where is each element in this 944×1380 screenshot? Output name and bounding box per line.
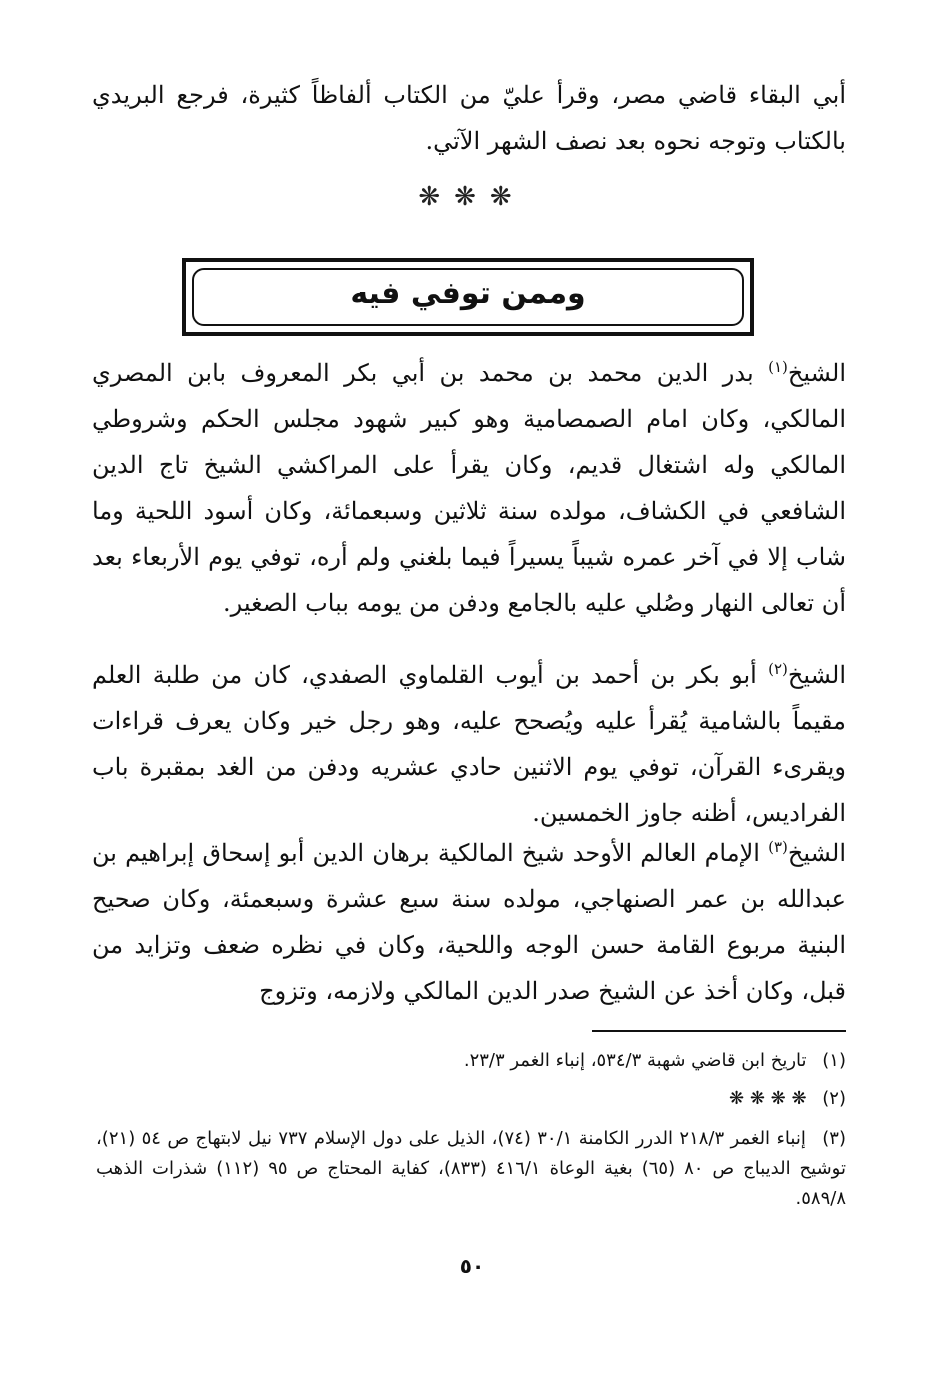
footnote-text: تاريخ ابن قاضي شهبة ٥٣٤/٣، إنباء الغمر ٢٣/٣. bbox=[463, 1050, 807, 1071]
footnote-text: ❋ ❋ ❋ ❋ bbox=[729, 1088, 807, 1109]
footnote-ref[interactable]: (١) bbox=[768, 358, 788, 376]
entry-paragraph bbox=[92, 652, 846, 836]
section-heading: وممن توفي فيه bbox=[350, 276, 586, 311]
footnote bbox=[96, 1046, 846, 1076]
footnote-divider bbox=[592, 1030, 846, 1032]
section-heading-frame bbox=[182, 258, 754, 336]
footnote bbox=[96, 1124, 846, 1214]
footnote-number: (٢) bbox=[822, 1088, 846, 1109]
page-number: ٥٠ bbox=[459, 1254, 485, 1278]
footnote-number: (٣) bbox=[822, 1128, 846, 1149]
entry-text: الإمام العالم الأوحد شيخ المالكية برهان الدين أبو إسحاق إبراهيم بن عبدالله بن عمر الصنهاجي، مولده سنة سبع عشرة وسبعمئة، وكان صحيح البنية مربوع القامة حسن الوجه واللحية، وكان في نظره ضعف وتزايد من قبل، وكان أخذ عن الشيخ صدر الدين المالكي ولازمه، وتزوج bbox=[92, 839, 846, 1005]
footnote-ref[interactable]: (٢) bbox=[768, 660, 788, 678]
footnote-ref[interactable]: (٣) bbox=[768, 838, 788, 856]
footnote bbox=[96, 1084, 846, 1114]
entry-label: الشيخ bbox=[787, 661, 846, 689]
entry-paragraph bbox=[92, 830, 846, 1014]
section-separator-ornament: ❋❋❋ bbox=[418, 182, 526, 212]
intro-paragraph: أبي البقاء قاضي مصر، وقرأ عليّ من الكتاب ألفاظاً كثيرة، فرجع البريدي بالكتاب وتوجه نحوه بعد نصف الشهر الآتي. bbox=[92, 81, 846, 155]
footnote-number: (١) bbox=[822, 1050, 846, 1071]
footnote-text: إنباء الغمر ٢١٨/٣ الدرر الكامنة ٣٠/١ (٧٤)، الذيل على دول الإسلام ٧٣٧ نيل لابتهاج ص ٥٤ (٢١)، توشيح الديباج ص ٨٠ (٦٥) بغية الوعاة ٤١٦/١ (٨٣٣)، كفاية المحتاج ص ٩٥ (١١٢) شذرات الذهب ٥٨٩/٨. bbox=[96, 1128, 846, 1209]
entry-label: الشيخ bbox=[787, 359, 847, 387]
entry-text: بدر الدين محمد بن محمد بن أبي بكر المعروف بابن المصري المالكي، وكان امام الصمصامية وهو كبير شهود مجلس الحكم وشروطي المالكي وله اشتغال قديم، وكان يقرأ على المراكشي الشيخ تاج الدين الشافعي في الكشاف، مولده سنة ثلاثين وسبعمائة، وكان أسود اللحية وما شاب إلا في آخر عمره شيباً يسيراً فيما بلغني ولم أره، توفي يوم الأربعاء بعد أن تعالى النهار وصُلي عليه بالجامع ودفن من يومه بباب الصغير. bbox=[92, 359, 846, 617]
entry-text: أبو بكر بن أحمد بن أيوب القلماوي الصفدي، كان من طلبة العلم مقيماً بالشامية يُقرأ عليه ويُصحح عليه، وهو رجل خير وكان يعرف قراءات ويقرىء القرآن، توفي يوم الاثنين حادي عشريه ودفن من الغد بمقبرة باب الفراديس، أظنه جاوز الخمسين. bbox=[92, 661, 846, 827]
entry-paragraph bbox=[92, 350, 846, 626]
entry-label: الشيخ bbox=[787, 839, 846, 867]
